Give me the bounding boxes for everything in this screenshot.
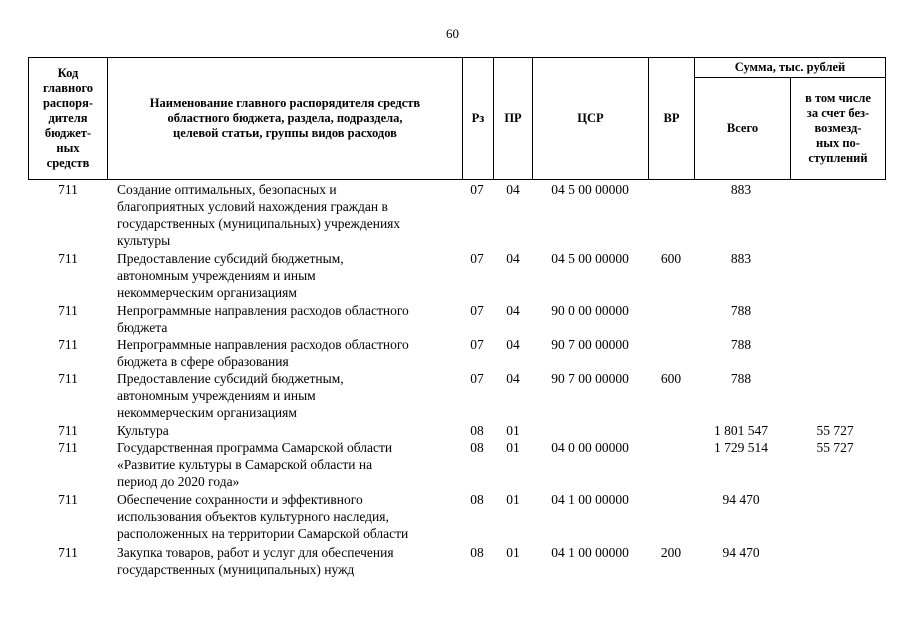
header-rz: Рз bbox=[462, 57, 494, 180]
row-code: 711 bbox=[58, 337, 78, 352]
row-rz: 08 bbox=[470, 545, 484, 560]
row-pr: 04 bbox=[506, 251, 520, 266]
row-pr: 04 bbox=[506, 303, 520, 318]
header-free: в том числе за счет без- возмезд- ных по- ступлений bbox=[790, 77, 886, 180]
row-pr: 04 bbox=[506, 337, 520, 352]
row-pr: 01 bbox=[506, 423, 520, 438]
row-vr: 600 bbox=[660, 251, 682, 266]
row-total: 788 bbox=[730, 371, 752, 386]
header-name: Наименование главного распорядителя средств областного бюджета, раздела, подраздела, целевой статьи, группы видов расходов bbox=[107, 57, 463, 180]
row-total: 1 801 547 bbox=[714, 423, 768, 438]
row-pr: 04 bbox=[506, 182, 520, 197]
row-code: 711 bbox=[58, 251, 78, 266]
row-csr: 04 0 00 00000 bbox=[551, 440, 629, 455]
row-name: Предоставление субсидий бюджетным, автономным учреждениям и иным некоммерческим организациям bbox=[117, 251, 344, 300]
row-pr: 04 bbox=[506, 371, 520, 386]
header-sum: Сумма, тыс. рублей bbox=[694, 57, 886, 78]
row-code: 711 bbox=[58, 371, 78, 386]
header-pr: ПР bbox=[493, 57, 533, 180]
row-total: 1 729 514 bbox=[714, 440, 768, 455]
row-rz: 07 bbox=[470, 337, 484, 352]
row-rz: 08 bbox=[470, 440, 484, 455]
row-vr: 600 bbox=[660, 371, 682, 386]
row-name: Закупка товаров, работ и услуг для обеспечения государственных (муниципальных) нужд bbox=[117, 545, 394, 577]
row-name: Создание оптимальных, безопасных и благоприятных условий нахождения граждан в государственных (муниципальных) учреждениях культуры bbox=[117, 182, 401, 248]
row-pr: 01 bbox=[506, 545, 520, 560]
row-name: Предоставление субсидий бюджетным, автономным учреждениям и иным некоммерческим организациям bbox=[117, 371, 344, 420]
row-total: 883 bbox=[730, 182, 752, 197]
row-csr: 90 7 00 00000 bbox=[551, 337, 629, 352]
row-csr: 04 5 00 00000 bbox=[551, 251, 629, 266]
row-pr: 01 bbox=[506, 492, 520, 507]
row-rz: 07 bbox=[470, 251, 484, 266]
row-code: 711 bbox=[58, 303, 78, 318]
header-total: Всего bbox=[694, 77, 791, 180]
row-csr: 90 0 00 00000 bbox=[551, 303, 629, 318]
row-name: Культура bbox=[117, 423, 169, 438]
row-csr: 04 1 00 00000 bbox=[551, 492, 629, 507]
row-vr: 200 bbox=[660, 545, 682, 560]
row-rz: 08 bbox=[470, 492, 484, 507]
row-csr: 04 1 00 00000 bbox=[551, 545, 629, 560]
row-code: 711 bbox=[58, 182, 78, 197]
row-name: Государственная программа Самарской области «Развитие культуры в Самарской области на период до 2020 года» bbox=[117, 440, 393, 489]
row-rz: 07 bbox=[470, 371, 484, 386]
row-total: 788 bbox=[730, 337, 752, 352]
row-rz: 08 bbox=[470, 423, 484, 438]
row-name: Непрограммные направления расходов областного бюджета в сфере образования bbox=[117, 337, 409, 369]
row-total: 94 470 bbox=[722, 545, 760, 560]
row-total: 883 bbox=[730, 251, 752, 266]
row-code: 711 bbox=[58, 545, 78, 560]
row-rz: 07 bbox=[470, 182, 484, 197]
header-vr: ВР bbox=[648, 57, 695, 180]
row-code: 711 bbox=[58, 492, 78, 507]
row-pr: 01 bbox=[506, 440, 520, 455]
row-csr: 90 7 00 00000 bbox=[551, 371, 629, 386]
row-total: 94 470 bbox=[722, 492, 760, 507]
row-total: 788 bbox=[730, 303, 752, 318]
header-csr: ЦСР bbox=[532, 57, 649, 180]
header-code: Код главного распоря- дителя бюджет- ных средств bbox=[28, 57, 108, 180]
row-free: 55 727 bbox=[816, 423, 854, 438]
row-rz: 07 bbox=[470, 303, 484, 318]
row-name: Непрограммные направления расходов областного бюджета bbox=[117, 303, 409, 335]
row-code: 711 bbox=[58, 440, 78, 455]
row-free: 55 727 bbox=[816, 440, 854, 455]
row-csr: 04 5 00 00000 bbox=[551, 182, 629, 197]
row-code: 711 bbox=[58, 423, 78, 438]
row-name: Обеспечение сохранности и эффективного использования объектов культурного наследия, расположенных на территории Самарской области bbox=[117, 492, 409, 541]
page-number: 60 bbox=[446, 26, 459, 41]
